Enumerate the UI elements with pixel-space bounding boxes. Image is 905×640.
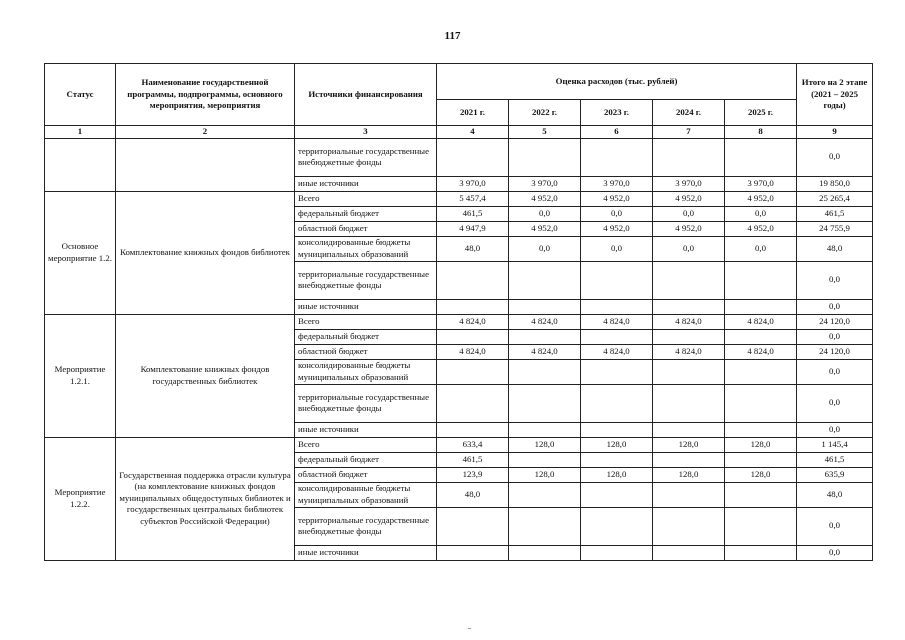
header-status: Статус — [45, 64, 116, 126]
year-value: 4 824,0 — [437, 314, 509, 329]
funding-source: иные источники — [295, 545, 437, 560]
total-value: 0,0 — [797, 138, 873, 176]
year-value: 4 824,0 — [581, 314, 653, 329]
total-value: 0,0 — [797, 422, 873, 437]
header-year: 2022 г. — [509, 100, 581, 126]
year-value — [509, 329, 581, 344]
year-value — [509, 261, 581, 299]
year-value: 4 952,0 — [581, 191, 653, 206]
year-value: 4 952,0 — [653, 221, 725, 236]
funding-source: федеральный бюджет — [295, 452, 437, 467]
year-value — [581, 138, 653, 176]
year-value — [509, 452, 581, 467]
year-value: 4 824,0 — [653, 314, 725, 329]
year-value: 4 824,0 — [581, 344, 653, 359]
table-row — [45, 314, 873, 329]
year-value: 0,0 — [725, 206, 797, 221]
year-value: 0,0 — [725, 236, 797, 261]
column-index: 1 — [45, 126, 116, 139]
year-value — [725, 482, 797, 507]
total-value: 24 120,0 — [797, 314, 873, 329]
year-value — [437, 545, 509, 560]
year-value — [437, 329, 509, 344]
year-value — [509, 299, 581, 314]
year-value — [509, 545, 581, 560]
year-value: 0,0 — [509, 206, 581, 221]
year-value: 0,0 — [653, 236, 725, 261]
year-value — [437, 261, 509, 299]
year-value: 3 970,0 — [509, 176, 581, 191]
year-value — [653, 261, 725, 299]
column-index: 7 — [653, 126, 725, 139]
funding-source: территориальные государственные внебюджетные фонды — [295, 138, 437, 176]
year-value — [509, 138, 581, 176]
table-row — [45, 191, 873, 206]
funding-source: иные источники — [295, 176, 437, 191]
year-value: 4 952,0 — [509, 221, 581, 236]
year-value — [509, 359, 581, 384]
year-value — [725, 507, 797, 545]
table-row — [45, 437, 873, 452]
year-value — [725, 422, 797, 437]
year-value — [581, 482, 653, 507]
total-value: 461,5 — [797, 452, 873, 467]
year-value: 128,0 — [509, 467, 581, 482]
header-name: Наименование государственной программы, подпрограммы, основного мероприятия, мероприятия — [116, 64, 295, 126]
year-value — [581, 384, 653, 422]
year-value: 633,4 — [437, 437, 509, 452]
year-value — [581, 422, 653, 437]
year-value: 4 824,0 — [509, 314, 581, 329]
row-name: Комплектование книжных фондов государственных библиотек — [116, 314, 295, 437]
year-value — [653, 422, 725, 437]
column-index: 2 — [116, 126, 295, 139]
row-status: Основное мероприятие 1.2. — [45, 191, 116, 314]
year-value: 4 824,0 — [725, 314, 797, 329]
year-value — [437, 384, 509, 422]
year-value — [725, 329, 797, 344]
year-value: 4 824,0 — [653, 344, 725, 359]
year-value: 128,0 — [581, 437, 653, 452]
year-value — [725, 359, 797, 384]
total-value: 461,5 — [797, 206, 873, 221]
funding-source: Всего — [295, 437, 437, 452]
funding-source: консолидированные бюджеты муниципальных образований — [295, 236, 437, 261]
column-index: 5 — [509, 126, 581, 139]
year-value: 0,0 — [581, 206, 653, 221]
year-value — [509, 507, 581, 545]
year-value — [509, 482, 581, 507]
table-row — [45, 138, 873, 176]
column-index-row — [45, 126, 873, 139]
total-value: 0,0 — [797, 261, 873, 299]
funding-source: Всего — [295, 191, 437, 206]
total-value: 48,0 — [797, 482, 873, 507]
total-value: 0,0 — [797, 384, 873, 422]
year-value: 3 970,0 — [437, 176, 509, 191]
header-sources: Источники финансирования — [295, 64, 437, 126]
year-value — [581, 507, 653, 545]
year-value: 128,0 — [653, 437, 725, 452]
year-value — [509, 422, 581, 437]
year-value: 4 824,0 — [509, 344, 581, 359]
total-value: 0,0 — [797, 545, 873, 560]
funding-source: областной бюджет — [295, 221, 437, 236]
column-index: 9 — [797, 126, 873, 139]
year-value — [509, 384, 581, 422]
year-value — [437, 359, 509, 384]
funding-source: консолидированные бюджеты муниципальных образований — [295, 482, 437, 507]
year-value: 4 947,9 — [437, 221, 509, 236]
column-index: 6 — [581, 126, 653, 139]
year-value — [581, 545, 653, 560]
funding-source: иные источники — [295, 299, 437, 314]
funding-source: территориальные государственные внебюджетные фонды — [295, 261, 437, 299]
scan-mark — [468, 628, 471, 629]
year-value — [653, 452, 725, 467]
row-name: Комплектование книжных фондов библиотек — [116, 191, 295, 314]
year-value — [437, 299, 509, 314]
funding-source: федеральный бюджет — [295, 329, 437, 344]
header-year: 2023 г. — [581, 100, 653, 126]
year-value — [725, 545, 797, 560]
year-value: 4 952,0 — [509, 191, 581, 206]
year-value — [581, 452, 653, 467]
year-value — [653, 482, 725, 507]
year-value — [581, 299, 653, 314]
column-index: 4 — [437, 126, 509, 139]
total-value: 0,0 — [797, 329, 873, 344]
year-value: 48,0 — [437, 236, 509, 261]
year-value: 3 970,0 — [725, 176, 797, 191]
funding-source: Всего — [295, 314, 437, 329]
year-value — [653, 545, 725, 560]
funding-source: федеральный бюджет — [295, 206, 437, 221]
funding-source: областной бюджет — [295, 467, 437, 482]
year-value — [725, 452, 797, 467]
year-value: 5 457,4 — [437, 191, 509, 206]
year-value: 461,5 — [437, 452, 509, 467]
year-value — [725, 138, 797, 176]
year-value: 4 824,0 — [725, 344, 797, 359]
row-name: Государственная поддержка отрасли культура (на комплектование книжных фондов муниципальных общедоступных библиотек и государственных центральных библиотек субъектов Российской Федерации) — [116, 437, 295, 560]
year-value: 123,9 — [437, 467, 509, 482]
row-status: Мероприятие 1.2.1. — [45, 314, 116, 437]
column-index: 8 — [725, 126, 797, 139]
year-value — [653, 359, 725, 384]
year-value — [437, 138, 509, 176]
year-value: 0,0 — [653, 206, 725, 221]
header-year: 2025 г. — [725, 100, 797, 126]
year-value — [653, 507, 725, 545]
year-value — [437, 422, 509, 437]
row-name — [116, 138, 295, 191]
year-value — [581, 359, 653, 384]
column-index: 3 — [295, 126, 437, 139]
year-value: 128,0 — [725, 437, 797, 452]
year-value: 48,0 — [437, 482, 509, 507]
funding-source: областной бюджет — [295, 344, 437, 359]
year-value: 4 952,0 — [725, 191, 797, 206]
funding-source: иные источники — [295, 422, 437, 437]
year-value: 461,5 — [437, 206, 509, 221]
year-value: 4 952,0 — [581, 221, 653, 236]
total-value: 0,0 — [797, 507, 873, 545]
total-value: 25 265,4 — [797, 191, 873, 206]
header-total: Итого на 2 этапе (2021 – 2025 годы) — [797, 64, 873, 126]
total-value: 24 120,0 — [797, 344, 873, 359]
year-value — [581, 329, 653, 344]
total-value: 24 755,9 — [797, 221, 873, 236]
year-value: 128,0 — [509, 437, 581, 452]
funding-source: территориальные государственные внебюджетные фонды — [295, 384, 437, 422]
year-value — [581, 261, 653, 299]
header-year: 2024 г. — [653, 100, 725, 126]
year-value — [725, 261, 797, 299]
year-value: 128,0 — [581, 467, 653, 482]
row-status — [45, 138, 116, 191]
funding-source: территориальные государственные внебюджетные фонды — [295, 507, 437, 545]
year-value: 4 824,0 — [437, 344, 509, 359]
header-year: 2021 г. — [437, 100, 509, 126]
year-value — [653, 138, 725, 176]
row-status: Мероприятие 1.2.2. — [45, 437, 116, 560]
total-value: 0,0 — [797, 359, 873, 384]
year-value: 3 970,0 — [581, 176, 653, 191]
year-value: 4 952,0 — [725, 221, 797, 236]
total-value: 48,0 — [797, 236, 873, 261]
total-value: 635,9 — [797, 467, 873, 482]
total-value: 19 850,0 — [797, 176, 873, 191]
budget-table — [44, 63, 873, 561]
header-estimate: Оценка расходов (тыс. рублей) — [437, 64, 797, 100]
funding-source: консолидированные бюджеты муниципальных образований — [295, 359, 437, 384]
year-value: 3 970,0 — [653, 176, 725, 191]
page-number: 117 — [444, 30, 461, 42]
year-value: 0,0 — [509, 236, 581, 261]
year-value — [725, 299, 797, 314]
year-value — [437, 507, 509, 545]
year-value — [653, 299, 725, 314]
year-value — [653, 329, 725, 344]
year-value: 0,0 — [581, 236, 653, 261]
total-value: 1 145,4 — [797, 437, 873, 452]
year-value: 128,0 — [725, 467, 797, 482]
total-value: 0,0 — [797, 299, 873, 314]
year-value: 128,0 — [653, 467, 725, 482]
year-value: 4 952,0 — [653, 191, 725, 206]
year-value — [725, 384, 797, 422]
year-value — [653, 384, 725, 422]
